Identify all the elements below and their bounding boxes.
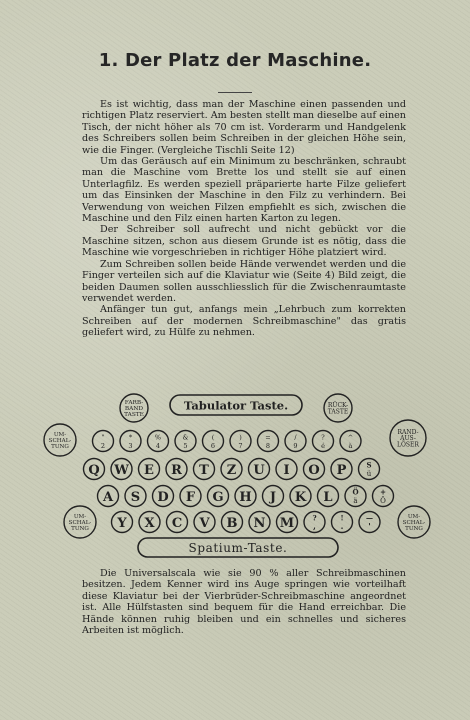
tabulator-label: Tabulator Taste. (183, 398, 289, 413)
key-l-home-label: L (323, 490, 333, 505)
key-h-home-label: H (239, 490, 252, 505)
number-key-3-bottom: 4 (155, 441, 161, 450)
number-key-7-bottom: 8 (265, 441, 271, 450)
umschaltung-left-bottom-label-line-2: SCHAL- (68, 519, 92, 526)
key-x-bottom-row-label: X (144, 516, 155, 531)
randausloeser-label-line-1: RAND- (397, 428, 419, 436)
key-c-bottom-row-label: C (171, 516, 183, 531)
paragraph-3: Der Schreiber soll aufrecht und nicht gebückt vor die Maschine sitzen, schon aus diesem Grunde ist es nötig, dass die Maschine wie vorgeschrieben in richtiger Höhe platziert wird. (82, 224, 406, 259)
key-q-label: Q (88, 463, 100, 478)
umschaltung-left-top-label-line-1: UM- (53, 432, 67, 439)
punct-key-1-bottom: , (313, 521, 316, 531)
key-b-bottom-row-label: B (226, 516, 238, 531)
closing-paragraph: Die Universalscala wie sie 90 % aller Schreibmaschinen besitzen. Jedem Kenner wird ins Auge springen wie vorteilhaft diese Klaviatur bei der Vierbrüder-Schreibmaschine angeordnet ist. Alle Hülfstasten sind bequem für die Hand erreichbar. Die Hände können ruhig bleiben und ein schnelles und sicheres Arbeiten ist möglich. (82, 568, 406, 637)
title-rule (218, 92, 252, 93)
key-ue-top: S (366, 460, 372, 470)
number-key-2-bottom: 3 (128, 441, 133, 450)
number-key-10-bottom: à (348, 441, 353, 450)
umschaltung-right-label-line-3: TUNG (405, 525, 423, 532)
keyboard-diagram (42, 392, 432, 562)
key-plus-top: + (380, 487, 386, 497)
punct-key-3-bottom: ' (368, 521, 371, 531)
spacebar-label: Spatium-Taste. (188, 541, 288, 555)
punct-key-2-top: ! (340, 513, 344, 523)
key-r-label: R (171, 463, 182, 478)
number-key-1-bottom: 2 (100, 441, 106, 450)
rueck-label-line-1: RÜCK- (327, 401, 349, 409)
key-i-label: I (283, 463, 290, 478)
number-key-9-top: ? (321, 433, 325, 442)
key-plus-bottom: Ö (380, 497, 386, 505)
key-o-label: O (308, 463, 320, 478)
key-s-home-label: S (130, 490, 141, 505)
number-key-6-bottom: 7 (238, 441, 243, 450)
key-ue-bottom: ü (366, 470, 372, 478)
farbband-label-line-3: TASTE (124, 412, 144, 419)
closing-text (82, 568, 406, 636)
key-z-label: Z (226, 463, 237, 478)
key-p-label: P (336, 463, 347, 478)
punct-key-3-top: — (366, 513, 373, 523)
key-t-label: T (199, 463, 209, 478)
key-oe-top: Ö (352, 487, 359, 497)
number-key-8-bottom: 9 (293, 441, 298, 450)
key-w-label: W (114, 463, 129, 478)
key-m-bottom-row-label: M (279, 516, 295, 531)
key-a-home-label: A (102, 490, 114, 505)
key-e-label: E (144, 463, 154, 478)
key-y-bottom-row-label: Y (117, 516, 127, 531)
key-v-bottom-row-label: V (199, 516, 210, 531)
umschaltung-left-top-label-line-3: TUNG (51, 443, 69, 450)
key-g-home-label: G (212, 490, 224, 505)
randausloeser-label-line-3: LÖSER (397, 441, 419, 449)
key-n-bottom-row-label: N (253, 516, 266, 531)
key-d-home-label: D (157, 490, 169, 505)
number-key-1-top: " (101, 433, 105, 442)
farbband-label-line-1: FARB- (124, 399, 144, 406)
umschaltung-left-bottom-label-line-3: TUNG (71, 525, 89, 532)
number-key-3-top: % (154, 433, 162, 442)
farbband-label-line-2: BAND (124, 406, 144, 413)
key-j-home-label: J (269, 490, 277, 505)
paragraph-4: Zum Schreiben sollen beide Hände verwendet werden und die Finger verteilen sich auf die Klaviatur wie (Seite 4) Bild zeigt, die beiden Daumen sollen ausschliesslich für die Zwischenraumtaste verwendet werden. (82, 258, 406, 304)
key-k-home-label: K (294, 490, 307, 505)
key-u-label: U (253, 463, 265, 478)
number-key-2-top: * (128, 433, 133, 442)
body-text (82, 99, 406, 339)
paragraph-5: Anfänger tun gut, anfangs mein „Lehrbuch zum korrekten Schreiben auf der modernen Schreibmaschine" das gratis geliefert wird, zu Hülfe zu nehmen. (82, 304, 406, 339)
page-title: 1. Der Platz der Maschine. (98, 50, 372, 71)
umschaltung-right-label-line-1: UM- (407, 514, 421, 521)
number-key-4-top: & (182, 433, 189, 442)
key-oe-bottom: ä (353, 497, 358, 505)
number-key-6-top: ) (239, 433, 242, 442)
number-key-8-top: / (294, 433, 297, 442)
umschaltung-left-bottom-label-line-1: UM- (73, 514, 87, 521)
paragraph-1: Es ist wichtig, dass man der Maschine einen passenden und richtigen Platz reserviert. Am besten stellt man dieselbe auf einen Tisch, der nicht höher als 70 cm ist. Vorderarm und Handgelenk des Schreibers sollen beim Schreiben in der gleichen Höhe sein, wie die Finger. (Vergleiche Tischli Seite 12) (82, 99, 406, 156)
key-f-home-label: F (185, 490, 196, 505)
number-key-5-bottom: 6 (210, 441, 216, 450)
punct-key-2-bottom: . (340, 521, 344, 531)
keyboard-svg (42, 392, 432, 562)
punct-key-1-top: ? (312, 513, 317, 523)
number-key-7-top: = (265, 433, 271, 442)
umschaltung-left-top-label-line-2: SCHAL- (48, 437, 72, 444)
number-key-10-top: ^ (347, 433, 354, 442)
number-key-4-bottom: 5 (183, 441, 188, 450)
number-key-9-bottom: é (321, 441, 325, 450)
randausloeser-label-line-2: AUS- (400, 435, 416, 443)
umschaltung-right-label-line-2: SCHAL- (402, 519, 426, 526)
number-key-5-top: ( (211, 433, 215, 442)
rueck-label-line-2: TASTE (327, 408, 349, 416)
paragraph-2: Um das Geräusch auf ein Minimum zu beschränken, schraubt man die Maschine vom Brette los und stellt sie auf einen Unterlagfilz. Es werden speziell präparierte harte Filze geliefert um das Einsinken der Maschine in den Filz zu verhindern. Bei Verwendung von weichen Filzen empfiehlt es sich, zwischen die Maschine und den Filz einen harten Karton zu legen. (82, 156, 406, 225)
